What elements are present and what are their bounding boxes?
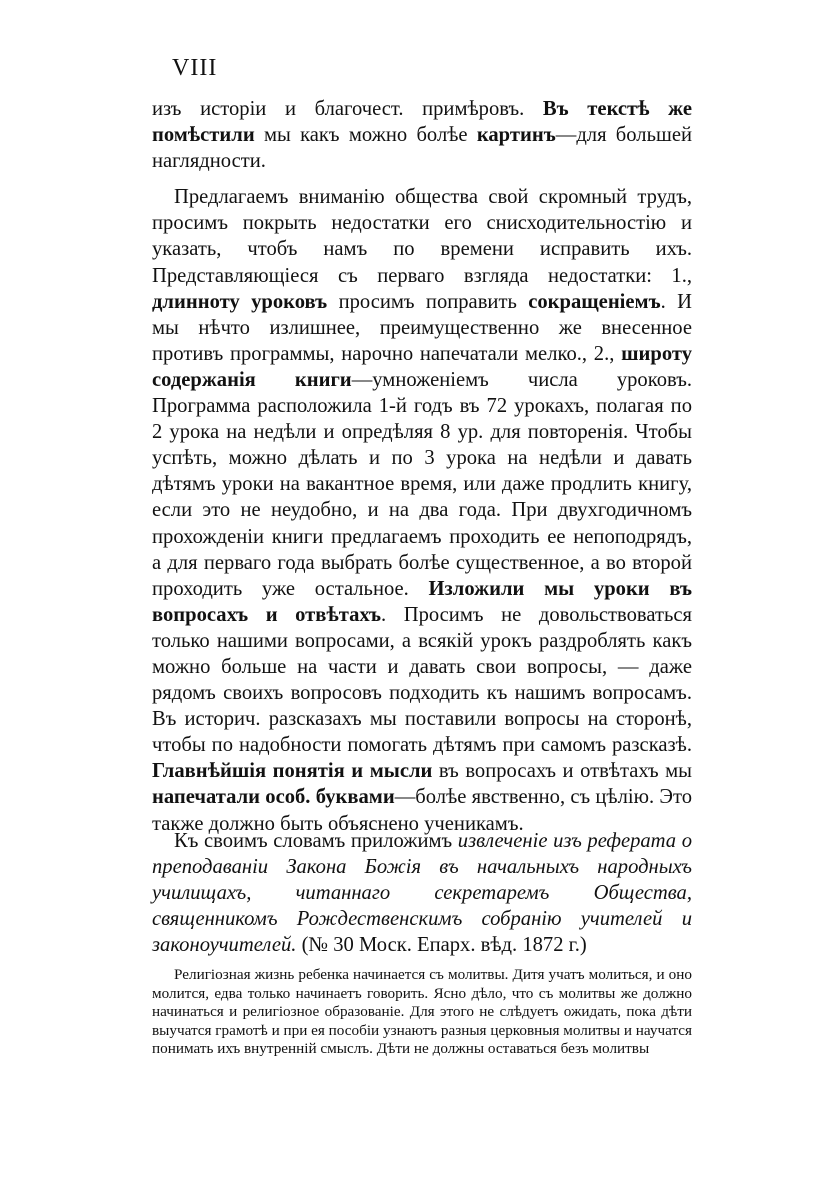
paragraph-4: Религіозная жизнь ребенка начинается съ молитвы. Дитя учатъ молиться, и оно молится, едва только начинаетъ говорить. Ясно дѣло, что съ молитвы же должно начинаться и религіозное образованіе. Для этого не слѣдуетъ ожидать, пока дѣти выучатся грамотѣ и при ея пособіи узнаютъ разныя церковныя молитвы и научатся понимать ихъ внутренній смыслъ. Дѣти не должны оставаться безъ молитвы [152, 966, 692, 1058]
paragraph-3 [152, 828, 692, 958]
small-print-excerpt [152, 966, 692, 1059]
text-run: изъ исторіи и благочест. примѣровъ. [152, 98, 543, 120]
reference-paragraph [152, 828, 692, 958]
text-run: —болѣе явственно, съ цѣлію. Это также должно быть объяснено ученикамъ. [152, 786, 692, 835]
bold-run: Въ текстѣ же помѣстили [152, 98, 692, 147]
italic-run: извлеченіе изъ реферата о преподаваніи Закона Божія въ начальныхъ народныхъ училищахъ, читаннаго секретаремъ Общества, священникомъ Рождественскимъ собранію учителей и законоучителей. [152, 830, 692, 956]
text-run: —умноженіемъ числа уроковъ. Программа расположила 1-й годъ въ 72 урокахъ, полагая по 2 урока на недѣли и опредѣляя 8 ур. для повторенія. Чтобы успѣть, можно дѣлать и по 3 урока на недѣли и давать дѣтямъ уроки на вакантное время, или даже продлить книгу, если это не неудобно, и на два года. При двухгодичномъ прохожденіи книги предлагаемъ проходить ее непоподрядъ, а для перваго года выбрать болѣе существенное, а во второй проходить уже остальное. [152, 368, 692, 600]
text-run: . Просимъ не довольствоваться только нашими вопросами, а всякій урокъ раздроблять какъ можно больше на части и давать свои вопросы, — даже рядомъ своихъ вопросовъ подходить къ нашимъ вопросамъ. Въ историч. разсказахъ мы поставили вопросы на сторонѣ, чтобы по надобности помогать дѣтямъ при самомъ разсказѣ. [152, 603, 692, 757]
bold-run: Главнѣйшія понятія и мысли [152, 760, 433, 783]
bold-run: картинъ [476, 124, 556, 147]
text-run: мы какъ можно болѣе [254, 124, 477, 147]
bold-run: широту содержанія книги [152, 342, 692, 391]
text-run: Предлагаемъ вниманію общества свой скромный трудъ, просимъ покрыть недостатки его снисходительностію и указать, чтобъ намъ по времени исправить ихъ. Представляющіеся съ перваго взгляда недостатки: 1., [152, 186, 692, 287]
bold-run: Изложили мы уроки въ вопросахъ и отвѣтахъ [152, 577, 692, 626]
paragraph-2 [152, 184, 692, 836]
text-run: просимъ поправить [327, 290, 529, 313]
page-number: VIII [172, 55, 218, 81]
paragraph-1 [152, 96, 692, 174]
bold-run: длинноту уроковъ [152, 290, 328, 313]
bold-run: сокращеніемъ [528, 290, 661, 313]
text-run: (№ 30 Моск. Епарх. вѣд. 1872 г.) [296, 934, 587, 956]
bold-run: напечатали особ. буквами [152, 786, 395, 809]
text-run: Къ своимъ словамъ приложимъ [174, 830, 458, 852]
text-run: въ вопросахъ и отвѣтахъ мы [432, 760, 692, 783]
body-text [152, 96, 692, 837]
text-run: —для большей наглядности. [152, 124, 692, 173]
text-run: . И мы нѣчто излишнее, преимущественно же внесенное противъ программы, нарочно напечатали мелко., 2., [152, 290, 692, 365]
